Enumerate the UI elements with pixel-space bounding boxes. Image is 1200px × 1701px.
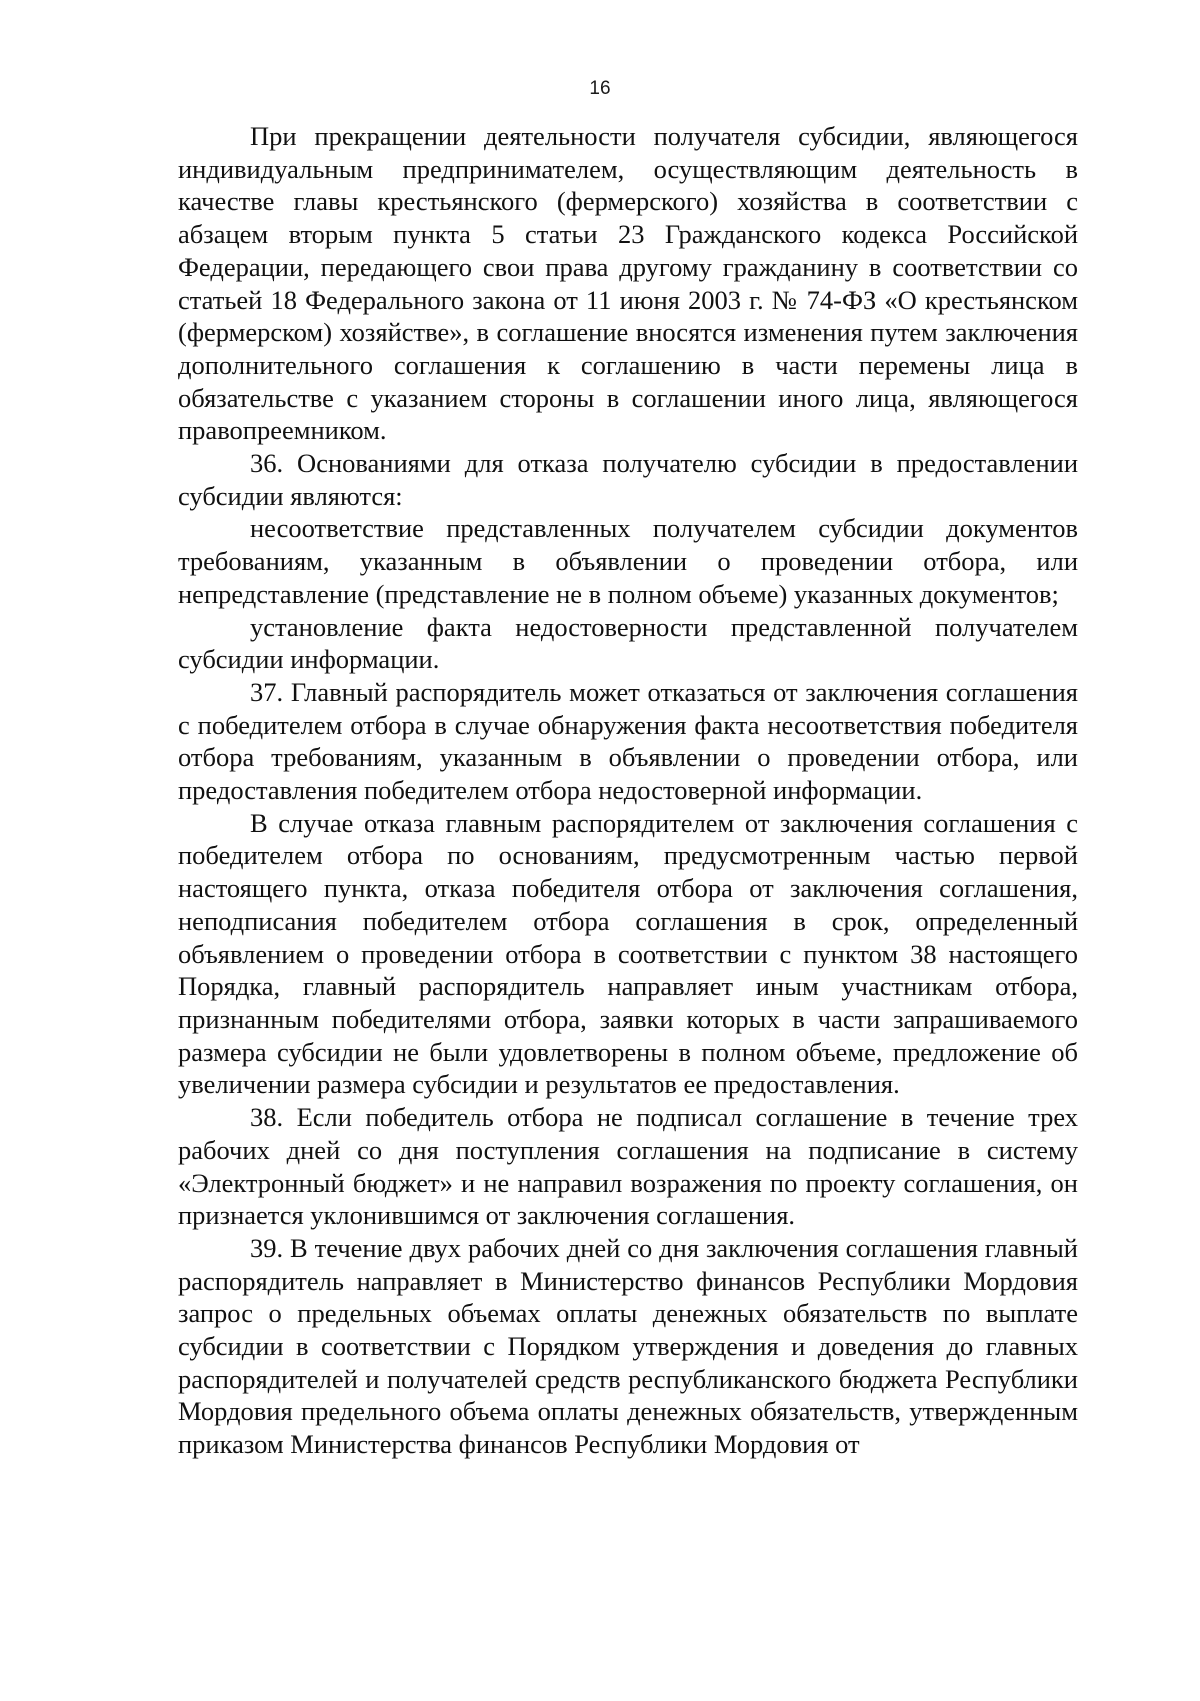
paragraph-38-evasion: 38. Если победитель отбора не подписал соглашение в течение трех рабочих дней со дня поступления соглашения на подписание в систему «Электронный бюджет» и не направил возражения по проекту соглашения, он признается уклонившимся от заключения соглашения. (178, 1102, 1078, 1231)
paragraph-37-refusal-agreement: 37. Главный распорядитель может отказаться от заключения соглашения с победителем отбора в случае обнаружения факта несоответствия победителя отбора требованиям, указанным в объявлении о проведении отбора, или предоставления победителем отбора недостоверной информации. (178, 676, 1078, 806)
paragraph-36-refusal-grounds: 36. Основаниями для отказа получателю субсидии в предоставлении субсидии являются: (178, 448, 1078, 511)
paragraph-36-item-documents: несоответствие представленных получателем субсидии документов требованиям, указанным в объявлении о проведении отбора, или непредставление (представление не в полном объеме) указанных документов; (178, 513, 1078, 609)
paragraph-39-payment-limits: 39. В течение двух рабочих дней со дня заключения соглашения главный распорядитель направляет в Министерство финансов Республики Мордовия запрос о предельных объемах оплаты денежных обязательств по выплате субсидии в соответствии с Порядком утверждения и доведения до главных распорядителей и получателей средств республиканского бюджета Республики Мордовия предельного объема оплаты денежных обязательств, утвержденным приказом Министерства финансов Республики Мордовия от (178, 1232, 1078, 1460)
document-body (178, 120, 1078, 1461)
paragraph-36-item-information: установление факта недостоверности представленной получателем субсидии информации. (178, 611, 1078, 675)
paragraph-successor-change: При прекращении деятельности получателя субсидии, являющегося индивидуальным предпринимателем, осуществляющим деятельность в качестве главы крестьянского (фермерского) хозяйства в соответствии с абзацем вторым пункта 5 статьи 23 Гражданского кодекса Российской Федерации, передающего свои права другому гражданину в соответствии со статьей 18 Федерального закона от 11 июня 2003 г. № 74-ФЗ «О крестьянском (фермерском) хозяйстве», в соглашение вносятся изменения путем заключения дополнительного соглашения к соглашению в части перемены лица в обязательстве с указанием стороны в соглашении иного лица, являющегося правопреемником. (178, 121, 1078, 446)
paragraph-37-other-participants: В случае отказа главным распорядителем от заключения соглашения с победителем отбора по основаниям, предусмотренным частью первой настоящего пункта, отказа победителя отбора от заключения соглашения, неподписания победителем отбора соглашения в срок, определенный объявлением о проведении отбора в соответствии с пунктом 38 настоящего Порядка, главный распорядитель направляет иным участникам отбора, признанным победителями отбора, заявки которых в части запрашиваемого размера субсидии не были удовлетворены в полном объеме, предложение об увеличении размера субсидии и результатов ее предоставления. (178, 807, 1078, 1100)
page-number: 16 (589, 78, 611, 99)
